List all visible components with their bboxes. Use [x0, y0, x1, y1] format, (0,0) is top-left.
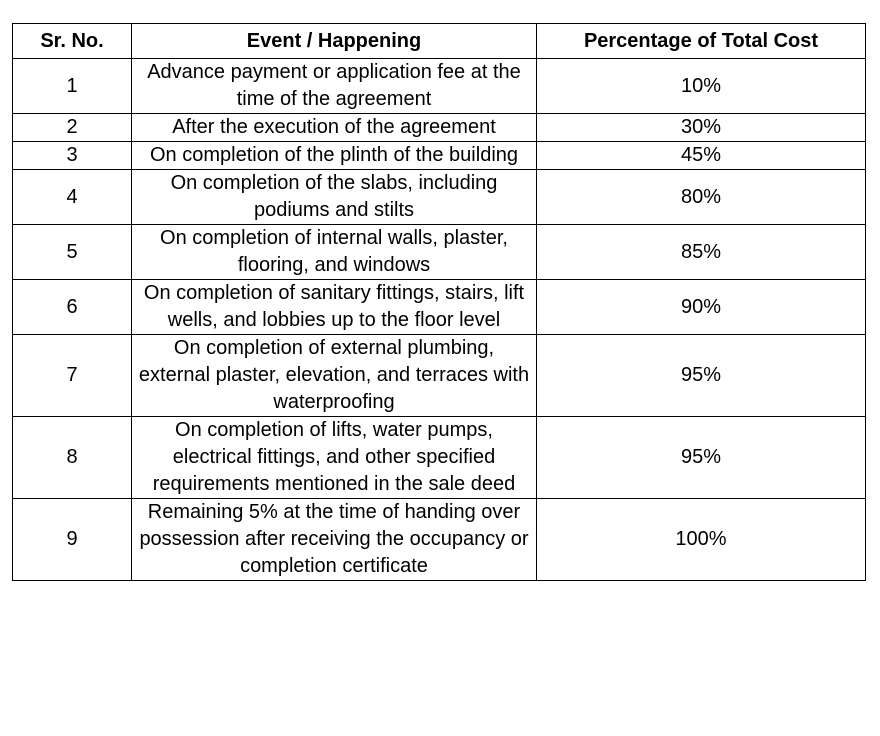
table-row — [13, 417, 866, 499]
table-row — [13, 225, 866, 280]
cell-sr-no: 5 — [13, 225, 132, 280]
cell-percentage: 30% — [537, 114, 866, 142]
cell-percentage: 90% — [537, 280, 866, 335]
table-row — [13, 170, 866, 225]
cell-percentage: 45% — [537, 142, 866, 170]
cell-percentage: 100% — [537, 499, 866, 581]
cell-event: Advance payment or application fee at the time of the agreement — [132, 59, 537, 114]
cell-sr-no: 2 — [13, 114, 132, 142]
cell-sr-no: 4 — [13, 170, 132, 225]
cell-sr-no: 9 — [13, 499, 132, 581]
header-percentage: Percentage of Total Cost — [537, 24, 866, 59]
table-row — [13, 280, 866, 335]
cell-sr-no: 6 — [13, 280, 132, 335]
header-sr-no: Sr. No. — [13, 24, 132, 59]
cell-event: After the execution of the agreement — [132, 114, 537, 142]
cell-percentage: 95% — [537, 417, 866, 499]
table-row — [13, 499, 866, 581]
cell-event: On completion of sanitary fittings, stairs, lift wells, and lobbies up to the floor level — [132, 280, 537, 335]
table-row — [13, 59, 866, 114]
cell-sr-no: 1 — [13, 59, 132, 114]
table-header-row — [13, 24, 866, 59]
payment-schedule-table — [12, 23, 866, 581]
cell-event: Remaining 5% at the time of handing over possession after receiving the occupancy or completion certificate — [132, 499, 537, 581]
cell-percentage: 85% — [537, 225, 866, 280]
cell-sr-no: 3 — [13, 142, 132, 170]
table-row — [13, 335, 866, 417]
cell-sr-no: 8 — [13, 417, 132, 499]
table-row — [13, 114, 866, 142]
cell-event: On completion of the slabs, including podiums and stilts — [132, 170, 537, 225]
cell-event: On completion of external plumbing, external plaster, elevation, and terraces with waterproofing — [132, 335, 537, 417]
table-row — [13, 142, 866, 170]
header-event: Event / Happening — [132, 24, 537, 59]
cell-percentage: 10% — [537, 59, 866, 114]
cell-percentage: 95% — [537, 335, 866, 417]
cell-percentage: 80% — [537, 170, 866, 225]
cell-event: On completion of lifts, water pumps, electrical fittings, and other specified requirements mentioned in the sale deed — [132, 417, 537, 499]
cell-event: On completion of internal walls, plaster, flooring, and windows — [132, 225, 537, 280]
cell-sr-no: 7 — [13, 335, 132, 417]
cell-event: On completion of the plinth of the building — [132, 142, 537, 170]
